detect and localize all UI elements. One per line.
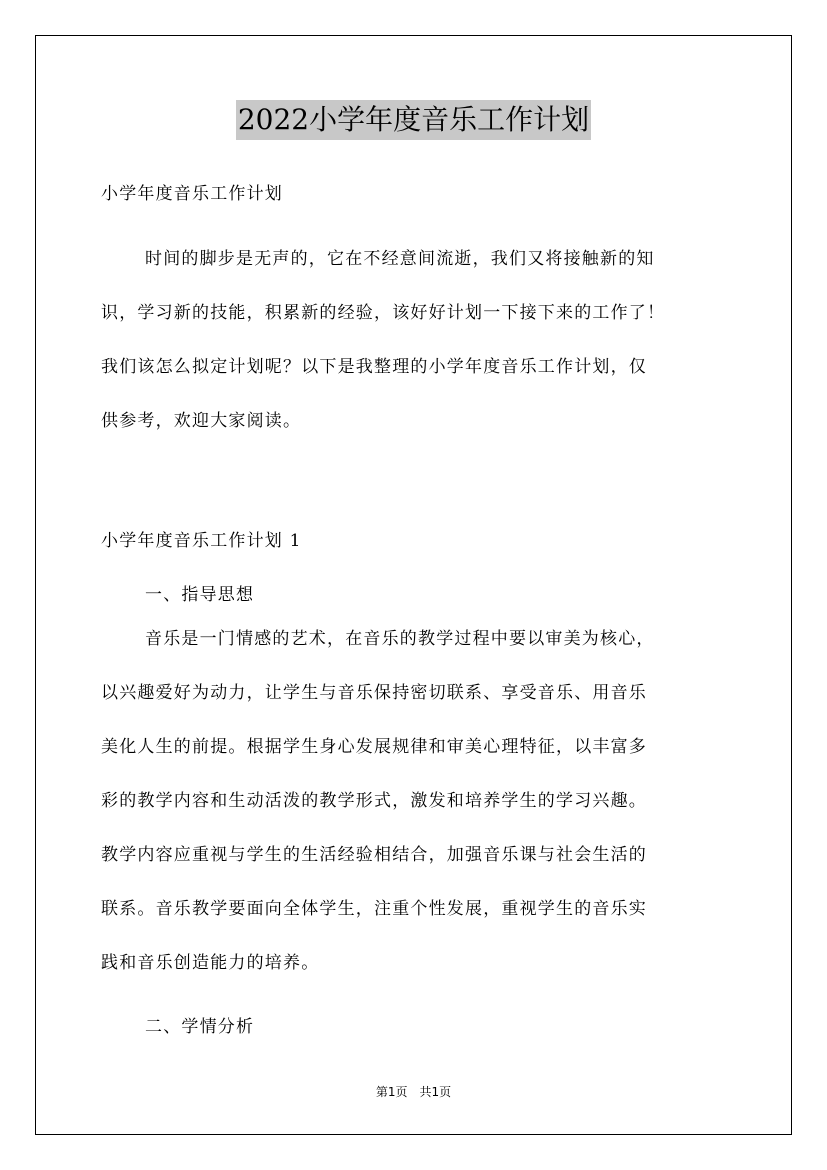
body-line: 彩的教学内容和生动活泼的教学形式，激发和培养学生的学习兴趣。 (101, 791, 647, 811)
body-line: 以兴趣爱好为动力，让学生与音乐保持密切联系、享受音乐、用音乐 (101, 683, 647, 703)
document-body (101, 177, 741, 1044)
intro-paragraph (101, 232, 741, 448)
document-title: 2022小学年度音乐工作计划 (236, 100, 591, 140)
intro-line: 供参考，欢迎大家阅读。 (101, 411, 302, 431)
body-line: 音乐是一门情感的艺术，在音乐的教学过程中要以审美为核心， (145, 629, 655, 649)
heading-student-analysis: 二、学情分析 (145, 1017, 255, 1037)
title-container (0, 100, 827, 140)
body-paragraph (101, 612, 741, 990)
body-line: 联系。音乐教学要面向全体学生，注重个性发展，重视学生的音乐实 (101, 899, 647, 919)
intro-line: 时间的脚步是无声的，它在不经意间流逝，我们又将接触新的知 (145, 249, 655, 269)
intro-line: 识，学习新的技能，积累新的经验，该好好计划一下接下来的工作了！ (101, 303, 666, 323)
body-line: 教学内容应重视与学生的生活经验相结合，加强音乐课与社会生活的 (101, 845, 647, 865)
page-footer: 第1页 共1页 (375, 1085, 452, 1099)
body-line: 美化人生的前提。根据学生身心发展规律和审美心理特征，以丰富多 (101, 737, 647, 757)
intro-line: 我们该怎么拟定计划呢？以下是我整理的小学年度音乐工作计划，仅 (101, 357, 647, 377)
body-line: 践和音乐创造能力的培养。 (101, 953, 320, 973)
section-title: 小学年度音乐工作计划 1 (101, 531, 302, 551)
document-subtitle: 小学年度音乐工作计划 (101, 184, 283, 204)
heading-guiding-ideology: 一、指导思想 (145, 585, 255, 605)
